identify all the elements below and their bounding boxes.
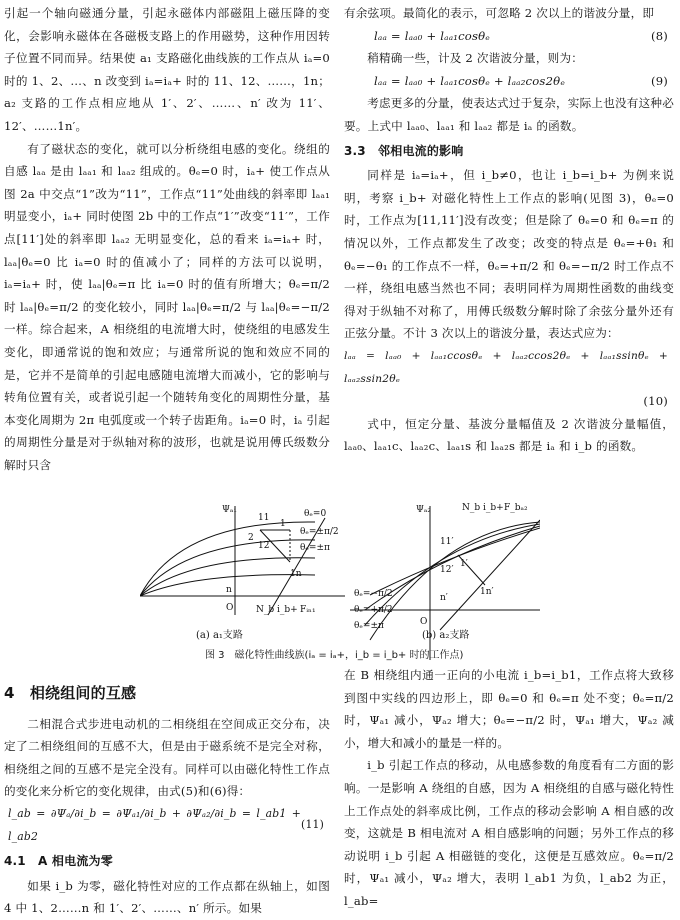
point-1-a: 1 <box>280 519 286 529</box>
paragraph: 稍精确一些，计及 2 次谐波分量，则为： <box>367 51 584 66</box>
right-column-bottom <box>344 664 674 913</box>
panel-a <box>140 506 345 615</box>
paragraph: 二相混合式步进电动机的二相绕组在空间成正交分布，决定了二相绕组间的互感不大，但是由于磁系统不是完全对称，相绕组之间的互感不是完全没有。同样可以由磁化特性工作点的变化来分析它的变化规律，由式(5)和(6)得： <box>4 716 330 799</box>
right-column <box>344 2 674 458</box>
equation-number: (10) <box>643 394 668 409</box>
label-x-a: N_b i_b+ <box>256 605 298 615</box>
paragraph: 引起一个轴向磁通分量，引起永磁体内部磁阻上磁压降的变化，会影响永磁体在各磁极支路上的作用磁势，这种作用因转子位置不同而异。结果使 a₁ 支路磁化曲线族的工作点从 iₐ=0 时的 1、2、…、n 改变到 iₐ=iₐ+ 时的 11、12、……，1n；a₂ 支路的工作点相应地从 1′、2′、……、n′ 改为 11′、12′、……1n′。 <box>4 6 330 133</box>
equation-8 <box>344 25 674 48</box>
equation-11 <box>4 803 330 848</box>
left-column <box>4 2 330 476</box>
point-12-a: 12 <box>258 541 270 551</box>
curve-b <box>370 528 540 595</box>
section-heading: 4.1 A 相电流为零 <box>4 854 113 869</box>
label-y-a: Ψₐ₁ <box>222 505 237 515</box>
curve-b <box>370 522 540 640</box>
label-f-b: F_bₐ₂ <box>504 503 528 513</box>
caption-b: (b) a₂支路 <box>422 630 470 641</box>
left-column-bottom <box>4 676 330 920</box>
point-12-b: 12′ <box>440 565 454 575</box>
label-t2-b: θₑ=±π <box>354 621 384 631</box>
label-top-b: N_b i_b+ <box>462 503 504 513</box>
paragraph: 如果 i_b 为零，磁化特性对应的工作点都在纵轴上，如图 4 中 1、2……n 和 1′、2′、……、n′ 所示。如果 <box>4 878 330 916</box>
label-origin-a: O <box>226 603 234 613</box>
equation-body: lₐₐ = lₐₐ₀ + lₐₐ₁ccosθₑ + lₐₐ₂ccos2θₑ + lₐₐ₁ssinθₑ + lₐₐ₂ssin2θₑ <box>344 349 668 385</box>
figure-caption: 图 3 磁化特性曲线族(iₐ = iₐ+，i_b = i_b+ 时的工作点) <box>205 650 464 661</box>
paragraph: 有余弦项。最简化的表示，可忽略 2 次以上的谐波分量，即 <box>344 6 655 20</box>
section-heading: 4 相绕组间的互感 <box>4 684 137 702</box>
label-t0-a: θₑ=0 <box>304 509 327 519</box>
equation-10 <box>344 345 674 390</box>
equation-body: lₐₐ = lₐₐ₀ + lₐₐ₁cosθₑ <box>374 28 491 43</box>
point-2-a: 2 <box>248 533 254 543</box>
point-1n-a: 1n <box>290 569 302 579</box>
label-t0-b: θₑ=−π/2 <box>354 589 393 599</box>
paragraph: i_b 引起工作点的移动，从电感参数的角度看有二方面的影响。一是影响 A 绕组的自感，因为 A 相绕组的自感与磁化特性上工作点处的斜率成比例，工作点的移动会影响 A 相自感的改变，这就是 B 相电流对 A 相自感影响的问题；另外工作点的移动说明 i_b 引起 A 相磁链的变化，这便是互感效应。θₑ=π/2 时，Ψₐ₁ 减小，Ψₐ₂ 增大，表明 l_ab1 为负，l_ab2 为正，l_ab= <box>344 758 674 908</box>
point-1-b: 1′ <box>460 559 468 569</box>
equation-number: (8) <box>650 28 668 43</box>
point-1n-b: 1n′ <box>480 587 494 597</box>
equation-body: lₐₐ = lₐₐ₀ + lₐₐ₁cosθₑ + lₐₐ₂cos2θₑ <box>374 73 566 88</box>
paragraph: 有了磁状态的变化，就可以分析绕组电感的变化。绕组的自感 lₐₐ 是由 lₐₐ₁ 和 lₐₐ₂ 组成的。θₑ=0 时，iₐ+ 使工作点从图 2a 中交点“1”改为“11”，工作点“11”处曲线的斜率即 lₐₐ₁ 明显变小，iₐ+ 同时使图 2b 中的工作点“1′”改变“11′”，工作点[11′]处的斜率即 lₐₐ₂ 无明显变化，总的看来 iₐ=iₐ+ 时，lₐₐ|θₑ=0 比 iₐ=0 时的值减小了；同样的方法可以说明，iₐ=iₐ+ 时，使 lₐₐ|θₑ=π 比 iₐ=0 时的值有所增大；θₑ=π/2 时 lₐₐ|θₑ=π/2 的变化较小，同时 lₐₐ|θₑ=π/2 与 lₐₐ|θₑ=−π/2 一样。综合起来，A 相绕组的电流增大时，使绕组的电感发生变化，即通常说的饱和效应；与通常所说的饱和效应不同的是，它并不是简单的引起电感随电流增大而减小，它的影响与转角位置有关，或者说引起一个随转角变化的周期性分量，基本变化周期为 2π 电弧度或一个转子齿距角。iₐ=0 时，iₐ 引起的周期性分量是对于纵轴对称的波形，也就是说用傅氏级数分解时只含 <box>4 141 330 472</box>
label-f-a: Fᵢₙ₁ <box>300 605 316 615</box>
label-y-b: Ψₐ₂ <box>416 505 431 515</box>
point-11-b: 11′ <box>440 537 454 547</box>
equation-number: (11) <box>301 818 324 832</box>
section-heading: 3.3 邻相电流的影响 <box>344 143 464 158</box>
equation-9 <box>344 70 674 93</box>
point-11-a: 11 <box>258 513 270 523</box>
label-t1-b: θₑ=+π/2 <box>354 605 393 615</box>
equation-body: l_ab = ∂Ψₐ/∂i_b = ∂Ψₐ₁/∂i_b + ∂Ψₐ₂/∂i_b = l_ab1 + l_ab2 <box>8 806 302 843</box>
paragraph: 在 B 相绕组内通一正向的小电流 i_b=i_b1，工作点将大致移到图中实线的四边形上，即 θₑ=0 和 θₑ=π 处不变；θₑ=π/2 时，Ψₐ₁ 减小，Ψₐ₂ 增大；θₑ=−π/2 时，Ψₐ₁ 增大，Ψₐ₂ 减小，增大和减小的量是一样的。 <box>344 668 674 750</box>
label-t2-a: θₑ=±π <box>300 543 330 553</box>
equation-number: (9) <box>650 73 668 88</box>
label-n-b: n′ <box>440 593 448 603</box>
label-origin-b: O <box>420 617 428 627</box>
paragraph: 同样是 iₐ=iₐ+，但 i_b≠0，也让 i_b=i_b+ 为例来说明，考察 i_b+ 对磁化特性上工作点的影响(见图 3)，θₑ=0 时，工作点为[11,11′]没有改变；但是除了 θₑ=0 和 θₑ=π 的情况以外，工作点都发生了改变；改变的特点是 θₑ=+θ₁ 和 θₑ=−θ₁ 的工作点不一样，θₑ=+π/2 和 θₑ=−π/2 时工作点不一样，绕组电感当然也不同；表明同样为周期性函数的曲线变得对于纵轴不对称了，用傅氏级数分解时除了余弦分量外还有正弦分量。不计 3 次以上的谐波分量，表达式应为： <box>344 168 674 341</box>
label-n-a: n <box>226 585 232 595</box>
caption-a: (a) a₁支路 <box>196 630 243 641</box>
paragraph: 考虑更多的分量，使表达式过于复杂，实际上也没有这种必要。上式中 lₐₐ₀、lₐₐ₁ 和 lₐₐ₂ 都是 iₐ 的函数。 <box>344 96 674 133</box>
label-t1-a: θₑ=±π/2 <box>300 527 339 537</box>
paragraph: 式中，恒定分量、基波分量幅值及 2 次谐波分量幅值，lₐₐ₀、lₐₐ₁c、lₐₐ₂c、lₐₐ₁s 和 lₐₐ₂s 都是 iₐ 和 i_b 的函数。 <box>344 416 674 454</box>
